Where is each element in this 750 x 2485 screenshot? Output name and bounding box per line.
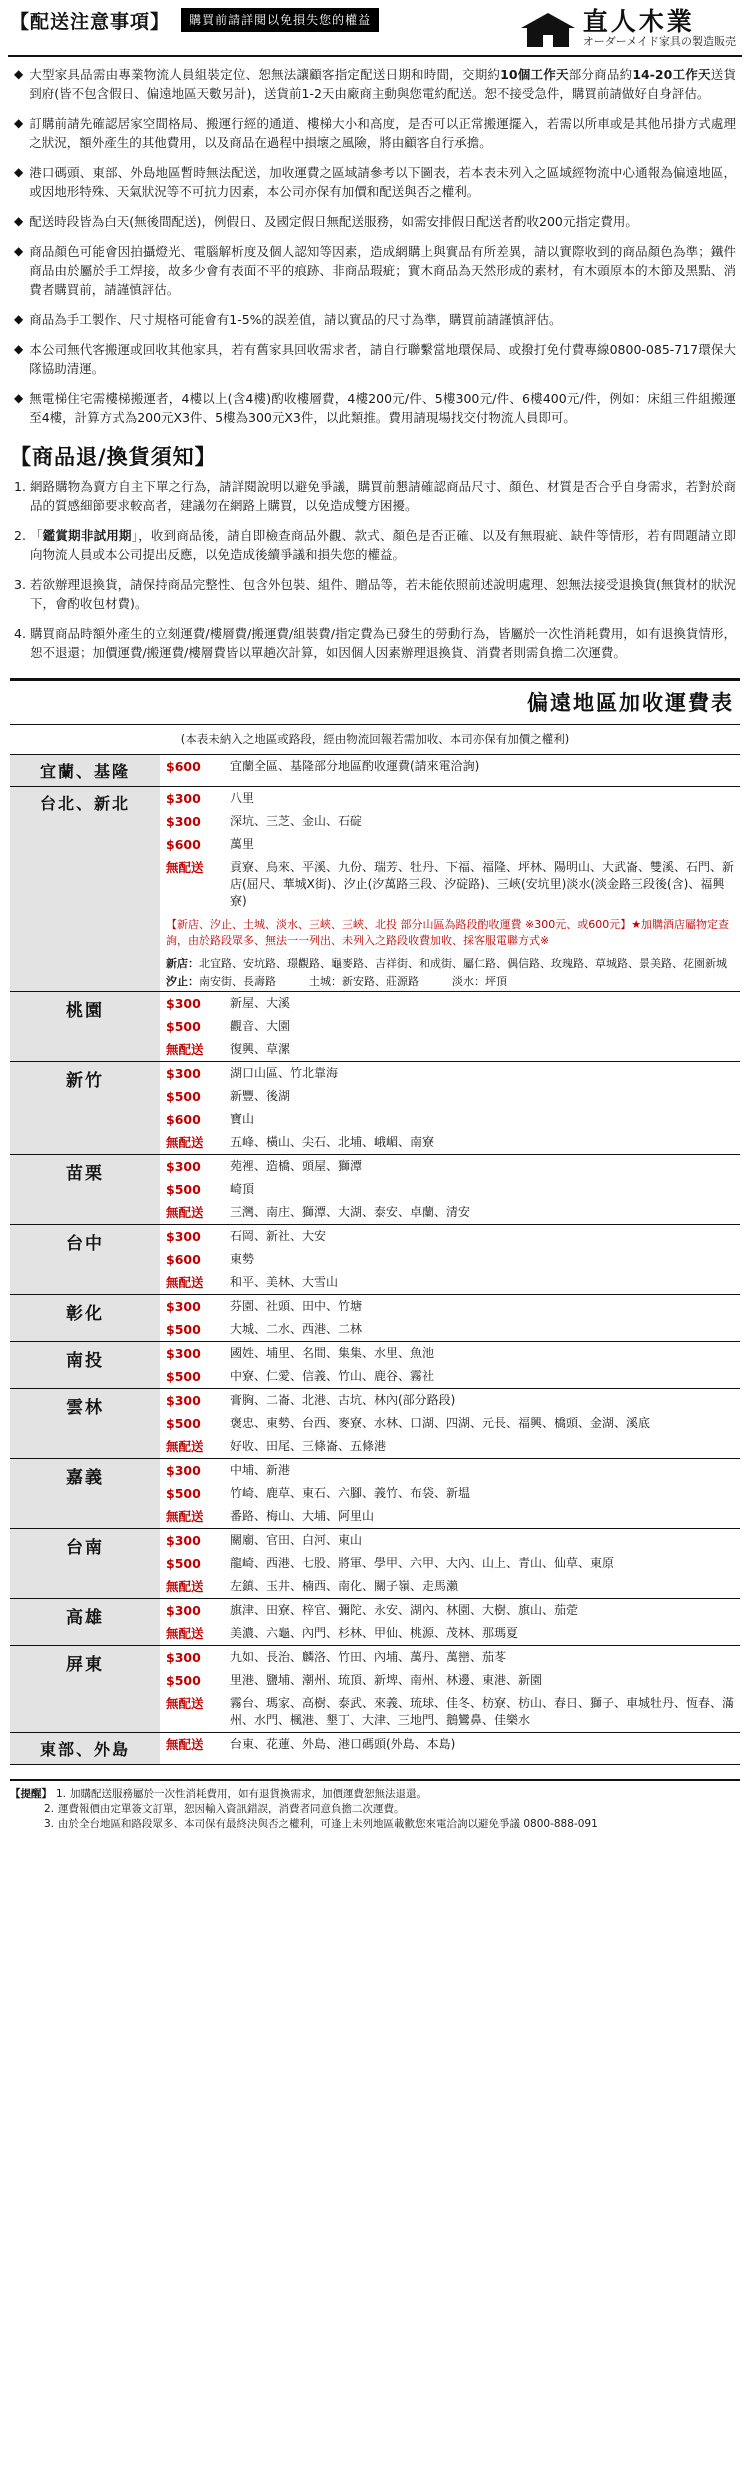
fee-areas: 大城、二水、西港、二林 [230,1322,363,1336]
table-row [10,1389,740,1459]
fee-areas: 湖口山區、竹北靠海 [230,1066,339,1080]
region-fees-cell [160,787,740,992]
fee-price: $300 [166,1650,201,1665]
region-fees-cell [160,1459,740,1529]
return-note-item [14,624,736,662]
fee-price: $300 [166,791,201,806]
fee-row [160,1435,740,1458]
fee-row [160,1599,740,1622]
fee-row [160,1015,740,1038]
footer-note-number: 1. [56,1788,67,1800]
fee-areas: 里港、鹽埔、潮州、琉頂、新埤、南州、林邊、東港、新園 [230,1673,543,1687]
fee-areas: 關廟、官田、白河、東山 [230,1533,363,1547]
fee-areas: 復興、草漯 [230,1042,291,1056]
brand-name-cn: 直人木業 [582,7,695,36]
bullet-icon: ◆ [14,214,24,228]
return-note-number: 4. [14,626,26,641]
shipping-fee-table [10,754,740,1765]
fee-price: $300 [166,1603,201,1618]
fee-areas: 膏胸、二崙、北港、古坑、林內(部分路段) [230,1393,456,1407]
note-text: 無電梯住宅需樓梯搬運者，4樓以上(含4樓)酌收樓層費，4樓200元/件、5樓300元/件、6樓400元/件，例如：床組三件組搬運至4樓，計算方式為200元X3件、5樓為300元X3件，以此類推。費用請現場找交付物流人員即可。 [29,391,736,425]
shipping-title-bar [10,678,740,725]
fee-row [160,1733,740,1756]
footer-note-text: 由於全台地區和路段眾多、本司保有最終決與否之權利，可逢上未列地區載歡您來電洽詢以避免爭議 0800-888-091 [58,1818,598,1830]
fee-row [160,810,740,833]
region-name-cell: 桃園 [10,992,160,1062]
fee-areas: 貢寮、烏來、平溪、九份、瑞芳、牡丹、下福、福隆、坪林、陽明山、大武崙、雙溪、石門、新店(屈尺、華城X街)、汐止(汐萬路三段、汐碇路)、三峽(安坑里)淡水(淡金路三段後(含)、福興寮) [230,860,735,908]
fee-areas: 三灣、南庄、獅潭、大湖、泰安、卓蘭、清安 [230,1205,471,1219]
return-note-text: 購買商品時額外產生的立刻運費/樓層費/搬運費/組裝費/指定費為已發生的勞動行為，皆屬於一次性消耗費用，如有退換貨情形，恕不退還；加價運費/搬運費/樓層費皆以單趟次計算，如因個人因素辦理退換貨、消費者則需負擔二次運費。 [29,626,736,660]
fee-row [160,1131,740,1154]
table-row [10,1599,740,1646]
fee-price: $300 [166,1393,201,1408]
note-item [14,310,736,329]
footer-note-number: 3. [44,1818,55,1830]
fee-price: $500 [166,1019,201,1034]
delivery-notes-list [0,65,750,427]
fee-price: 無配送 [166,860,204,875]
region-name-cell: 南投 [10,1342,160,1389]
region-name-cell: 彰化 [10,1295,160,1342]
fee-price: $600 [166,759,201,774]
region-name-cell: 高雄 [10,1599,160,1646]
bullet-icon: ◆ [14,165,24,179]
region-fees-cell [160,1529,740,1599]
fee-row [160,1178,740,1201]
region-detail-line: 新店：北宜路、安坑路、璟觀路、龜麥路、吉祥街、和成街、屬仁路、偶信路、玫瑰路、草城路、景美路、花園新城 [166,957,727,970]
fee-areas: 國姓、埔里、名間、集集、水里、魚池 [230,1346,435,1360]
fee-areas: 萬里 [230,837,255,851]
footer-notes [10,1779,740,1832]
region-fees-cell [160,992,740,1062]
fee-areas: 八里 [230,791,255,805]
fee-row [160,1482,740,1505]
header-badge: 購買前請詳閱以免損失您的權益 [181,8,379,32]
region-fees-cell [160,1062,740,1155]
return-note-number: 1. [14,479,26,494]
region-name-cell: 苗栗 [10,1155,160,1225]
table-row [10,1155,740,1225]
shipping-title: 偏遠地區加收運費表 [527,691,734,715]
table-row [10,1342,740,1389]
region-note: 【新店、汐止、土城、淡水、三峽、三峽、北投 部分山區為路段酌收運費 ※300元、或600元】★加購酒店屬物定查詢，由於路段眾多、無法一一列出、未列入之路段收費加收、採客服電聯方式※ [166,918,730,947]
fee-row [160,1271,740,1294]
note-text: 配送時段皆為白天(無後間配送)，例假日、及國定假日無配送服務，如需安排假日配送者酌收200元指定費用。 [29,214,638,229]
region-name-cell: 台中 [10,1225,160,1295]
fee-row [160,1038,740,1061]
fee-row [160,856,740,913]
return-note-number: 2. [14,528,26,543]
return-note-text: 「鑑賞期非試用期」，收到商品後，請自即檢查商品外觀、款式、顏色是否正確、以及有無瑕疵、缺件等情形，若有問題請立即向物流人員或本公司提出反應，以免造成後續爭議和損失您的權益。 [29,528,736,562]
bullet-icon: ◆ [14,67,24,81]
footer-note-item [10,1802,740,1817]
note-item [14,242,736,299]
fee-row [160,1085,740,1108]
note-text: 商品顏色可能會因拍攝燈光、電腦解析度及個人認知等因素，造成網購上與實品有所差異，請以實際收到的商品顏色為準；鐵件商品由於屬於手工焊接，故多少會有表面不平的痕跡、非商品瑕疵；實木商品為天然形成的素材，有木頭原本的木節及黑點、消費者購買前，請謹慎評估。 [29,244,736,297]
footer-note-number: 2. [44,1803,55,1815]
note-item [14,114,736,152]
table-row [10,1295,740,1342]
fee-row [160,1248,740,1271]
table-row [10,1459,740,1529]
bullet-icon: ◆ [14,342,24,356]
footer-note-item [10,1787,740,1802]
house-logo-icon [521,9,575,49]
fee-price: 無配送 [166,1205,204,1220]
fee-areas: 和平、美林、大雪山 [230,1275,339,1289]
table-row [10,1646,740,1733]
fee-row [160,1646,740,1669]
fee-areas: 五峰、橫山、尖石、北埔、峨嵋、南寮 [230,1135,435,1149]
fee-row [160,1365,740,1388]
fee-row [160,1412,740,1435]
fee-areas: 竹崎、鹿草、東石、六腳、義竹、布袋、新塭 [230,1486,471,1500]
fee-areas: 崎頂 [230,1182,255,1196]
note-text: 本公司無代客搬運或回收其他家具，若有舊家具回收需求者，請自行聯繫當地環保局、或撥打免付費專線0800-085-717環保大隊協助清運。 [29,342,736,376]
fee-price: $500 [166,1369,201,1384]
region-fees-cell [160,1155,740,1225]
fee-areas: 觀音、大園 [230,1019,291,1033]
region-fees-cell [160,1389,740,1459]
fee-price: 無配送 [166,1042,204,1057]
fee-price: $600 [166,837,201,852]
fee-price: $600 [166,1252,201,1267]
footer-tag: 【提醒】 [10,1788,52,1800]
fee-row [160,992,740,1015]
return-note-item [14,575,736,613]
fee-row [160,1575,740,1598]
fee-row [160,1342,740,1365]
fee-row [160,1108,740,1131]
region-detail-line: 汐止：南安街、長壽路 土城：新安路、莊源路 淡水：坪頂 [166,975,507,988]
fee-areas: 中寮、仁愛、信義、竹山、鹿谷、霧社 [230,1369,435,1383]
fee-row [160,1318,740,1341]
fee-areas: 東勢 [230,1252,255,1266]
region-fees-cell [160,1295,740,1342]
page-header [0,0,750,53]
return-section-title: 【商品退/換貨須知】 [10,445,217,469]
page-title: 【配送注意事項】 [10,11,171,33]
fee-price: 無配送 [166,1439,204,1454]
table-row [10,1529,740,1599]
note-item [14,65,736,103]
fee-row [160,1155,740,1178]
note-item [14,340,736,378]
region-name-cell: 屏東 [10,1646,160,1733]
region-name-cell: 嘉義 [10,1459,160,1529]
fee-row [160,1529,740,1552]
note-text: 大型家具品需由專業物流人員組裝定位、恕無法讓顧客指定配送日期和時間，交期約10個工作天部分商品約14-20工作天送貨到府(皆不包含假日、偏遠地區天數另計)，送貨前1-2天由廠商主動與您電約配送。恕不接受急件，購買前請做好自身評估。 [29,67,736,101]
fee-row [160,1225,740,1248]
fee-row [160,833,740,856]
table-row [10,787,740,992]
fee-price: $500 [166,1486,201,1501]
shipping-subtitle: (本表未納入之地區或路段，經由物流回報若需加收、本司亦保有加價之權利) [180,732,570,746]
region-fees-cell [160,755,740,787]
fee-row [160,1459,740,1482]
fee-price: $300 [166,996,201,1011]
fee-price: $500 [166,1673,201,1688]
fee-areas: 褒忠、東勢、台西、麥寮、水林、口湖、四湖、元長、福興、橋頭、金湖、溪底 [230,1416,651,1430]
fee-areas: 芬園、社頭、田中、竹塘 [230,1299,363,1313]
fee-areas: 寶山 [230,1112,255,1126]
fee-areas: 左鎮、玉井、楠西、南化、關子嶺、走馬瀨 [230,1579,459,1593]
region-name-cell: 台北、新北 [10,787,160,992]
return-note-item [14,526,736,564]
fee-price: $500 [166,1416,201,1431]
fee-row [160,1389,740,1412]
fee-row [160,755,740,778]
fee-price: 無配送 [166,1135,204,1150]
fee-row [160,787,740,810]
fee-price: 無配送 [166,1626,204,1641]
fee-areas: 石岡、新社、大安 [230,1229,327,1243]
bullet-icon: ◆ [14,116,24,130]
fee-row [160,1062,740,1085]
note-text: 商品為手工製作、尺寸規格可能會有1-5%的誤差值，請以實品的尺寸為準，購買前請謹慎評估。 [29,312,562,327]
bullet-icon: ◆ [14,391,24,405]
note-item [14,163,736,201]
fee-price: 無配送 [166,1509,204,1524]
fee-price: $500 [166,1556,201,1571]
fee-row [160,1552,740,1575]
fee-price: $500 [166,1322,201,1337]
brand-name-jp: オーダーメイド家具の製造販売 [582,35,736,48]
table-row [10,1062,740,1155]
brand-block [521,8,740,49]
shipping-fee-section [10,678,740,1765]
fee-price: $500 [166,1089,201,1104]
fee-areas: 美濃、六龜、內門、杉林、甲仙、桃源、茂林、那瑪夏 [230,1626,519,1640]
region-fees-cell [160,1225,740,1295]
return-notes-list [0,477,750,662]
fee-row [160,1505,740,1528]
fee-price: $300 [166,1159,201,1174]
footer-note-text: 加購配送服務屬於一次性消耗費用，如有退貨換需求，加價運費恕無法退還。 [70,1788,428,1800]
table-row [10,755,740,787]
fee-row [160,1692,740,1732]
fee-price: $300 [166,1346,201,1361]
table-row [10,992,740,1062]
region-name-cell: 新竹 [10,1062,160,1155]
fee-price: $300 [166,1463,201,1478]
region-name-cell: 宜蘭、基隆 [10,755,160,787]
fee-row [160,1622,740,1645]
region-fees-cell [160,1342,740,1389]
fee-areas: 宜蘭全區、基隆部分地區酌收運費(請來電洽詢) [230,759,480,773]
fee-row [160,1669,740,1692]
fee-price: $300 [166,1533,201,1548]
note-item [14,389,736,427]
fee-areas: 台東、花蓮、外島、港口碼頭(外島、本島) [230,1737,456,1751]
region-name-cell: 東部、外島 [10,1733,160,1765]
return-note-number: 3. [14,577,26,592]
note-text: 港口碼頭、東部、外島地區暫時無法配送，加收運費之區域請參考以下圖表，若本表未列入之區域經物流中心通報為偏遠地區，或因地形特殊、天氣狀況等不可抗力因素，本公司亦保有加價和配送與否之權利。 [29,165,736,199]
region-fees-cell [160,1599,740,1646]
region-fees-cell [160,1733,740,1765]
fee-areas: 好收、田尾、三條崙、五條港 [230,1439,387,1453]
fee-price: $600 [166,1112,201,1127]
note-item [14,212,736,231]
header-left [10,8,379,34]
fee-areas: 霧台、瑪家、高樹、泰武、來義、琉球、佳冬、枋寮、枋山、春日、獅子、車城牡丹、恆春、滿州、水門、楓港、墾丁、大津、三地門、鵝鸞鼻、佳樂水 [230,1696,735,1727]
fee-price: $300 [166,1299,201,1314]
region-name-cell: 雲林 [10,1389,160,1459]
fee-areas: 新豐、後湖 [230,1089,291,1103]
fee-price: 無配送 [166,1275,204,1290]
bullet-icon: ◆ [14,244,24,258]
note-text: 訂購前請先確認居家空間格局、搬運行經的通道、樓梯大小和高度，是否可以正常搬運擺入，若需以所車或是其他吊掛方式處理之狀況，額外產生的其他費用，以及商品在過程中損壞之風險，將由顧客自行承擔。 [29,116,736,150]
fee-row [160,1295,740,1318]
fee-areas: 九如、長治、麟洛、竹田、內埔、萬丹、萬巒、茄苳 [230,1650,507,1664]
fee-areas: 中埔、新港 [230,1463,291,1477]
return-note-text: 若欲辦理退換貨，請保持商品完整性、包含外包裝、組件、贈品等，若未能依照前述說明處理、恕無法接受退換貨(無貨材的狀況下，會酌收包材費)。 [29,577,736,611]
table-row [10,1225,740,1295]
footer-note-text: 運費報價由定單簽文訂單，恕因輸入資訊錯誤，消費者同意負擔二次運費。 [58,1803,405,1815]
fee-areas: 新屋、大溪 [230,996,291,1010]
footer-note-item [10,1817,740,1832]
fee-price: 無配送 [166,1579,204,1594]
fee-price: $500 [166,1182,201,1197]
table-row [10,1733,740,1765]
fee-price: 無配送 [166,1696,204,1711]
fee-areas: 番路、梅山、大埔、阿里山 [230,1509,375,1523]
bullet-icon: ◆ [14,312,24,326]
fee-row [160,1201,740,1224]
fee-areas: 苑裡、造橋、頭屋、獅潭 [230,1159,363,1173]
fee-price: 無配送 [166,1737,204,1752]
fee-price: $300 [166,1066,201,1081]
return-note-text: 網路購物為賣方自主下單之行為，請詳閱說明以避免爭議，購買前懇請確認商品尺寸、顏色、材質是否合乎自身需求，若對於商品的質感細節要求較高者，建議勿在網路上購買，以免造成雙方困擾。 [29,479,736,513]
header-divider [8,55,742,57]
region-name-cell: 台南 [10,1529,160,1599]
fee-areas: 深坑、三芝、金山、石碇 [230,814,363,828]
return-note-item [14,477,736,515]
region-fees-cell [160,1646,740,1733]
fee-areas: 旗津、田寮、梓官、彌陀、永安、湖內、林園、大樹、旗山、茄萣 [230,1603,579,1617]
fee-areas: 龍崎、西港、七股、將軍、學甲、六甲、大內、山上、青山、仙草、東原 [230,1556,615,1570]
fee-price: $300 [166,814,201,829]
fee-price: $300 [166,1229,201,1244]
